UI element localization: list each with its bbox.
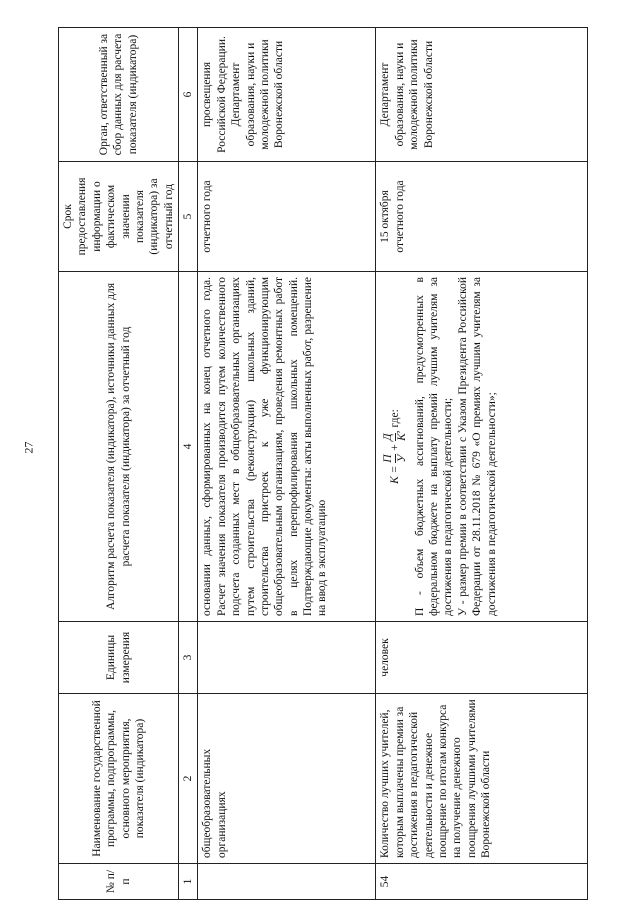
row-number: 54 (376, 864, 588, 900)
formula-plus: + (389, 443, 402, 452)
header-deadline: Срок предоставления информации о фактическом значении показателя (индикатора) за отчетный год (59, 162, 179, 272)
row-number (198, 864, 376, 900)
page-number: 27 (21, 441, 36, 454)
column-number-4: 4 (179, 272, 198, 622)
formula-denominator-1: У (396, 454, 409, 463)
column-number-1: 1 (179, 864, 198, 900)
header-name: Наименование государственной программы, подпрограммы, основного мероприятия, показателя (индикатора) (59, 694, 179, 864)
header-unit: Единицы измерения (59, 622, 179, 694)
rotated-table-container (58, 28, 593, 900)
formula (382, 277, 408, 616)
algorithm: основании данных, сформированных на конец отчетного года. Расчет значения показателя производится путем количественного подсчета созданных мест в общеобразовательных организациях путем строительства (реконструкции) школьных зданий, строительства пристроек к уже функционирующим общеобразовательным организациям, проведения ремонтных работ в целях перепрофилирования школьных помещений. Подтверждающие документы: акты выполненных работ, разрешение на ввод в эксплуатацию (198, 272, 376, 622)
column-number-row (179, 28, 198, 900)
formula-numerator-2: Д (382, 433, 395, 441)
unit: человек (376, 622, 588, 694)
header-row (59, 28, 179, 900)
column-number-6: 6 (179, 28, 198, 162)
responsible-body: Департамент образования, науки и молодежной политики Воронежской области (376, 28, 588, 162)
header-algorithm: Алгоритм расчета показателя (индикатора), источники данных для расчета показателя (индикатора) за отчетный год (59, 272, 179, 622)
formula-fraction-2 (382, 433, 408, 441)
algorithm-paragraph-1: П - объем бюджетных ассигнований, предусмотренных в федеральном бюджете на выплату премий лучшим учителям за достижения в педагогической деятельности; (413, 277, 455, 616)
formula-fraction-1 (382, 454, 408, 462)
formula-tail: , где: (389, 409, 402, 434)
column-number-3: 3 (179, 622, 198, 694)
unit (198, 622, 376, 694)
deadline: 15 октября отчетного года (376, 162, 588, 272)
column-number-2: 2 (179, 694, 198, 864)
formula-lhs: К = (389, 465, 402, 484)
indicator-name: Количество лучших учителей, которым выплачены премии за достижения в педагогической деятельности и денежное поощрение по итогам конкурса на получение денежного поощрения лучшими учителями Воронежской области (376, 694, 588, 864)
indicator-table (58, 27, 588, 900)
indicator-name: общеобразовательных организациях (198, 694, 376, 864)
algorithm-paragraph-2: У - размер премии в соответствии с Указом Президента Российской Федерации от 28.11.2018 № 679 «О премиях лучшим учителям за достижения в педагогической деятельности»; (456, 277, 498, 616)
table-row (198, 28, 376, 900)
column-number-5: 5 (179, 162, 198, 272)
formula-numerator-1: П (382, 454, 395, 463)
algorithm (376, 272, 588, 622)
responsible-body: просвещения Российской Федерации. Департамент образования, науки и молодежной политики Воронежской области (198, 28, 376, 162)
table-row (376, 28, 588, 900)
deadline: отчетного года (198, 162, 376, 272)
header-responsible: Орган, ответственный за сбор данных для расчета показателя (индикатора) (59, 28, 179, 162)
formula-denominator-2: К (396, 433, 409, 441)
header-num: № п/п (59, 864, 179, 900)
